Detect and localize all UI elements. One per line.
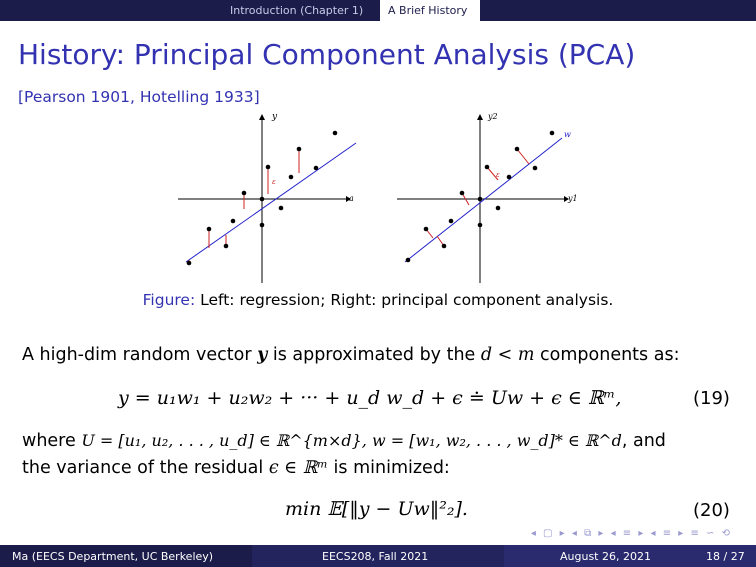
intro-text-2: is approximated by the xyxy=(267,345,481,365)
left-y-label: y xyxy=(272,112,278,122)
figure-caption-label: Figure: xyxy=(142,291,196,309)
equation-19-number: (19) xyxy=(693,388,730,409)
slide-title: History: Principal Component Analysis (PCA) xyxy=(18,38,636,71)
left-plot xyxy=(178,112,356,283)
intro-sentence xyxy=(22,345,679,365)
footer-page: 18 / 27 xyxy=(706,550,745,563)
where-sentence xyxy=(22,431,666,451)
variance-text-1: the variance of the residual xyxy=(22,458,269,478)
footer-bar xyxy=(0,545,756,567)
footer-date: August 26, 2021 xyxy=(560,550,651,563)
variance-text-2: is minimized: xyxy=(327,458,450,478)
intro-math: d < m xyxy=(480,345,535,365)
right-line-label: w xyxy=(564,130,571,139)
footer-course: EECS208, Fall 2021 xyxy=(322,550,429,563)
right-residual-label: ε xyxy=(496,171,500,179)
nav-section-current-label: A Brief History xyxy=(388,4,468,17)
slide-citation: [Pearson 1901, Hotelling 1933] xyxy=(18,88,260,106)
footer-author-box xyxy=(0,545,252,567)
right-y-arrow-icon xyxy=(477,114,483,120)
navigation-symbols[interactable]: ◂ ▢ ▸ ◂ ⧉ ▸ ◂ ≡ ▸ ◂ ≡ ▸ ≡ ∽ ⟲ xyxy=(530,528,732,539)
left-y-arrow-icon xyxy=(259,114,265,120)
footer-author: Ma (EECS Department, UC Berkeley) xyxy=(12,550,214,563)
intro-text-3: components as: xyxy=(534,345,680,365)
right-plot xyxy=(397,112,578,283)
left-x-label: a xyxy=(349,194,354,203)
equation-20: min 𝔼[‖y − Uw‖²₂]. xyxy=(285,498,468,520)
right-x-label: y1 xyxy=(568,194,578,203)
intro-text-1: A high-dim random vector xyxy=(22,345,258,365)
left-fit-line xyxy=(186,143,356,262)
footer-date-box xyxy=(504,545,756,567)
equation-19: y = u₁w₁ + u₂w₂ + ··· + u_d w_d + ϵ ≐ Uw + ϵ ∈ ℝᵐ, xyxy=(118,387,622,409)
figure-caption xyxy=(0,291,756,309)
nav-section-introduction[interactable]: Introduction (Chapter 1) xyxy=(230,4,364,17)
where-text-2: , and xyxy=(621,431,666,451)
where-math: U = [u₁, u₂, . . . , u_d] ∈ ℝ^{m×d}, w = [w₁, w₂, . . . , w_d]* ∈ ℝ^d xyxy=(81,431,622,450)
left-residual-label: ε xyxy=(272,178,276,186)
variance-math: ϵ ∈ ℝᵐ xyxy=(268,458,328,478)
right-principal-line xyxy=(405,138,562,262)
right-y-label: y2 xyxy=(488,112,498,121)
figure-caption-text: Left: regression; Right: principal component analysis. xyxy=(200,291,614,309)
footer-course-box xyxy=(252,545,504,567)
variance-sentence xyxy=(22,458,450,478)
equation-20-number: (20) xyxy=(693,500,730,521)
intro-var-y: y xyxy=(257,345,268,365)
where-text-1: where xyxy=(22,431,82,451)
left-residuals xyxy=(189,149,299,263)
right-residuals xyxy=(426,149,529,246)
